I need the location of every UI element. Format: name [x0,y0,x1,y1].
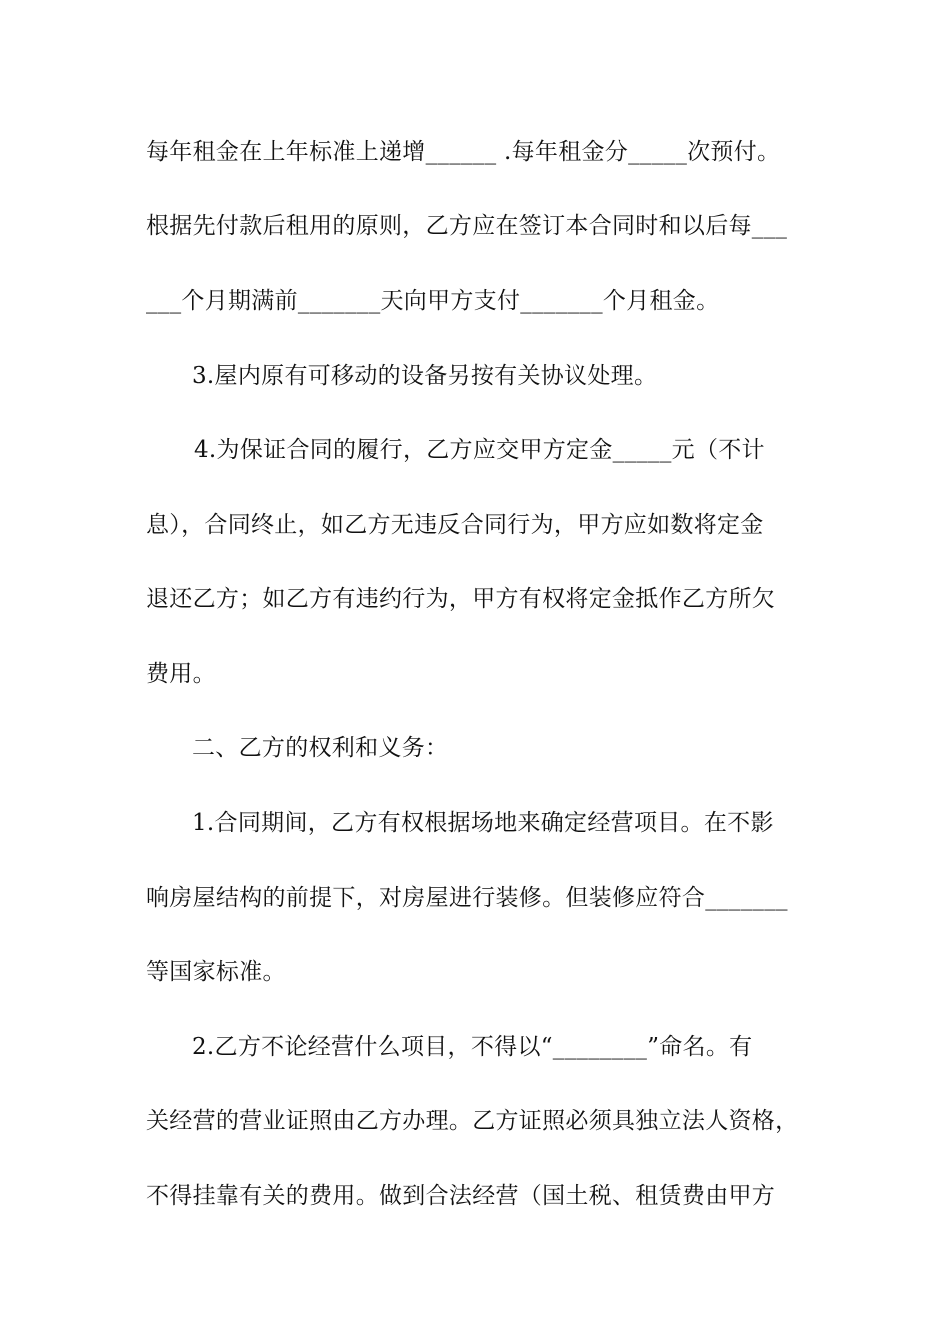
section-heading-party-b-rights: 二、乙方的权利和义务： [192,735,449,761]
text-line-12: 等国家标准。 [146,959,286,985]
text-line-15: 不得挂靠有关的费用。做到合法经营（国土税、租赁费由甲方 [146,1183,776,1209]
text-line-11: 响房屋结构的前提下，对房屋进行装修。但装修应符合_______ [146,885,788,911]
text-line-10: 1.合同期间，乙方有权根据场地来确定经营项目。在不影 [192,810,774,836]
text-line-4: 3.屋内原有可移动的设备另按有关协议处理。 [192,363,658,389]
text-line-5: 4.为保证合同的履行，乙方应交甲方定金_____元（不计 [194,437,765,463]
text-line-7: 退还乙方；如乙方有违约行为，甲方有权将定金抵作乙方所欠 [146,586,776,612]
text-line-14: 关经营的营业证照由乙方办理。乙方证照必须具独立法人资格， [146,1108,799,1134]
text-line-3: ___个月期满前_______天向甲方支付_______个月租金。 [146,288,720,314]
text-line-2: 根据先付款后租用的原则，乙方应在签订本合同时和以后每___ [146,213,788,239]
text-line-8: 费用。 [146,661,216,687]
text-line-1: 每年租金在上年标准上递增______ .每年租金分_____次预付。 [146,139,781,165]
text-line-13: 2.乙方不论经营什么项目，不得以“________”命名。有 [192,1034,753,1060]
text-line-6: 息），合同终止，如乙方无违反合同行为，甲方应如数将定金 [146,512,764,538]
